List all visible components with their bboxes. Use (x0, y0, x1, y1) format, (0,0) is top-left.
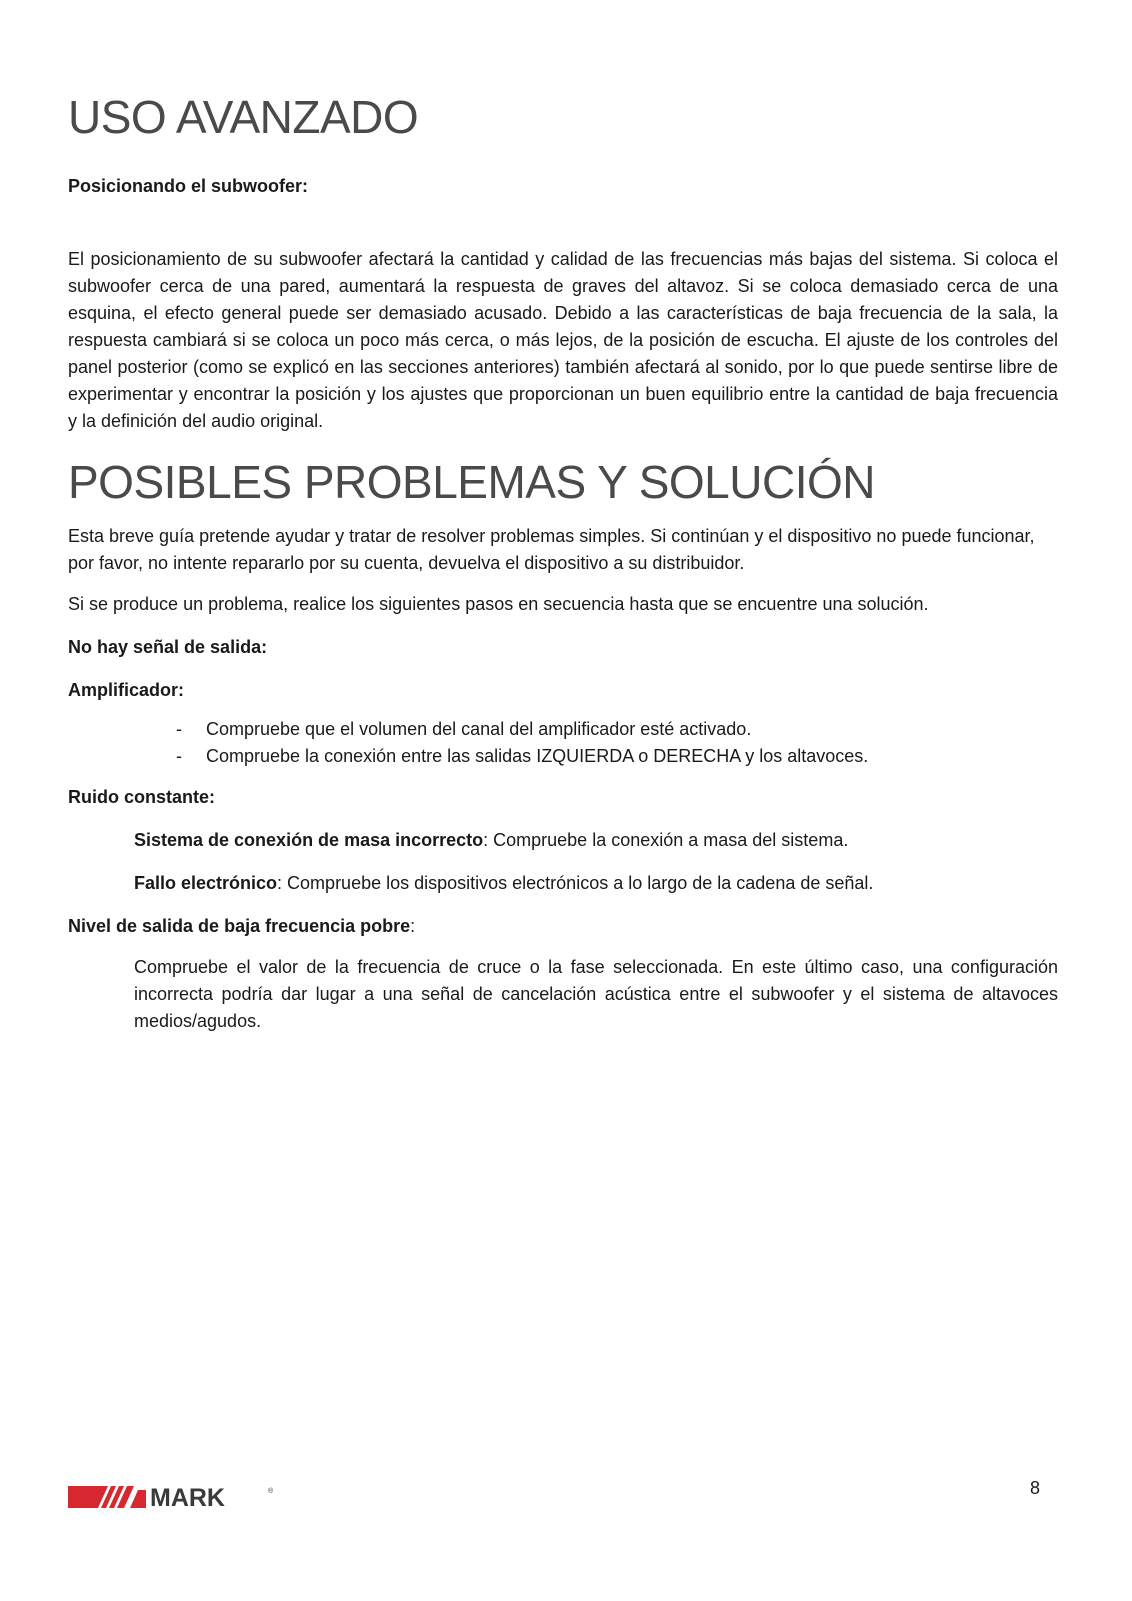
paragraph-troubleshooting-intro: Esta breve guía pretende ayudar y tratar de resolver problemas simples. Si continúan y el dispositivo no puede funcionar, por favor, no intente repararlo por su cuenta, devuelva el dispositivo a su distribuidor. (68, 526, 1035, 574)
paragraph-ground-connection (68, 827, 1058, 854)
logo-wordmark: MARK (150, 1484, 225, 1510)
amplifier-checklist (68, 716, 1058, 770)
section-title-troubleshooting: POSIBLES PROBLEMAS Y SOLUCIÓN (68, 455, 875, 508)
page-content (68, 92, 1058, 1035)
page-number: 8 (1030, 1478, 1041, 1498)
list-item: - Compruebe la conexión entre las salidas IZQUIERDA o DERECHA y los altavoces. (176, 743, 1058, 770)
electronic-failure-text: : Compruebe los dispositivos electrónicos a lo largo de la cadena de señal. (277, 873, 874, 894)
mark-logo (68, 1484, 278, 1510)
list-item: - Compruebe que el volumen del canal del amplificador esté activado. (176, 716, 1058, 743)
subheading-amplifier: Amplificador: (68, 680, 185, 701)
paragraph-troubleshooting-sequence: Si se produce un problema, realice los siguientes pasos en secuencia hasta que se encuentre una solución. (68, 594, 929, 615)
section-title-advanced-use: USO AVANZADO (68, 91, 419, 143)
ground-connection-text: : Compruebe la conexión a masa del sistema. (483, 830, 849, 851)
paragraph-electronic-failure (68, 870, 1058, 897)
subheading-no-signal: No hay señal de salida: (68, 637, 268, 658)
svg-text:®: ® (268, 1488, 274, 1495)
mark-logo-icon (68, 1484, 278, 1510)
low-frequency-label: Nivel de salida de baja frecuencia pobre (68, 916, 411, 937)
subheading-subwoofer-positioning: Posicionando el subwoofer: (68, 175, 309, 196)
subheading-low-frequency-output (68, 913, 1058, 940)
subheading-constant-noise: Ruido constante: (68, 787, 215, 808)
ground-connection-label: Sistema de conexión de masa incorrecto (134, 830, 484, 851)
paragraph-subwoofer-positioning: El posicionamiento de su subwoofer afectará la cantidad y calidad de las frecuencias más bajas del sistema. Si coloca el subwoofer cerca de una pared, aumentará la respuesta de graves del altavoz. Si se coloca demasiado cerca de una esquina, el efecto general puede ser demasiado acusado. Debido a las características de baja frecuencia de la sala, la respuesta cambiará si se coloca un poco más cerca, o más lejos, de la posición de escucha. El ajuste de los controles del panel posterior (como se explicó en las secciones anteriores) también afectará al sonido, por lo que puede sentirse libre de experimentar y encontrar la posición y los ajustes que proporcionan un buen equilibrio entre la cantidad de baja frecuencia y la definición del audio original. (68, 248, 1058, 431)
electronic-failure-label: Fallo electrónico (134, 873, 278, 894)
low-frequency-colon: : (410, 916, 416, 937)
paragraph-low-frequency-output: Compruebe el valor de la frecuencia de cruce o la fase seleccionada. En este último caso, una configuración incorrecta podría dar lugar a una señal de cancelación acústica entre el subwoofer y el sistema de altavoces medios/agudos. (134, 957, 1058, 1032)
